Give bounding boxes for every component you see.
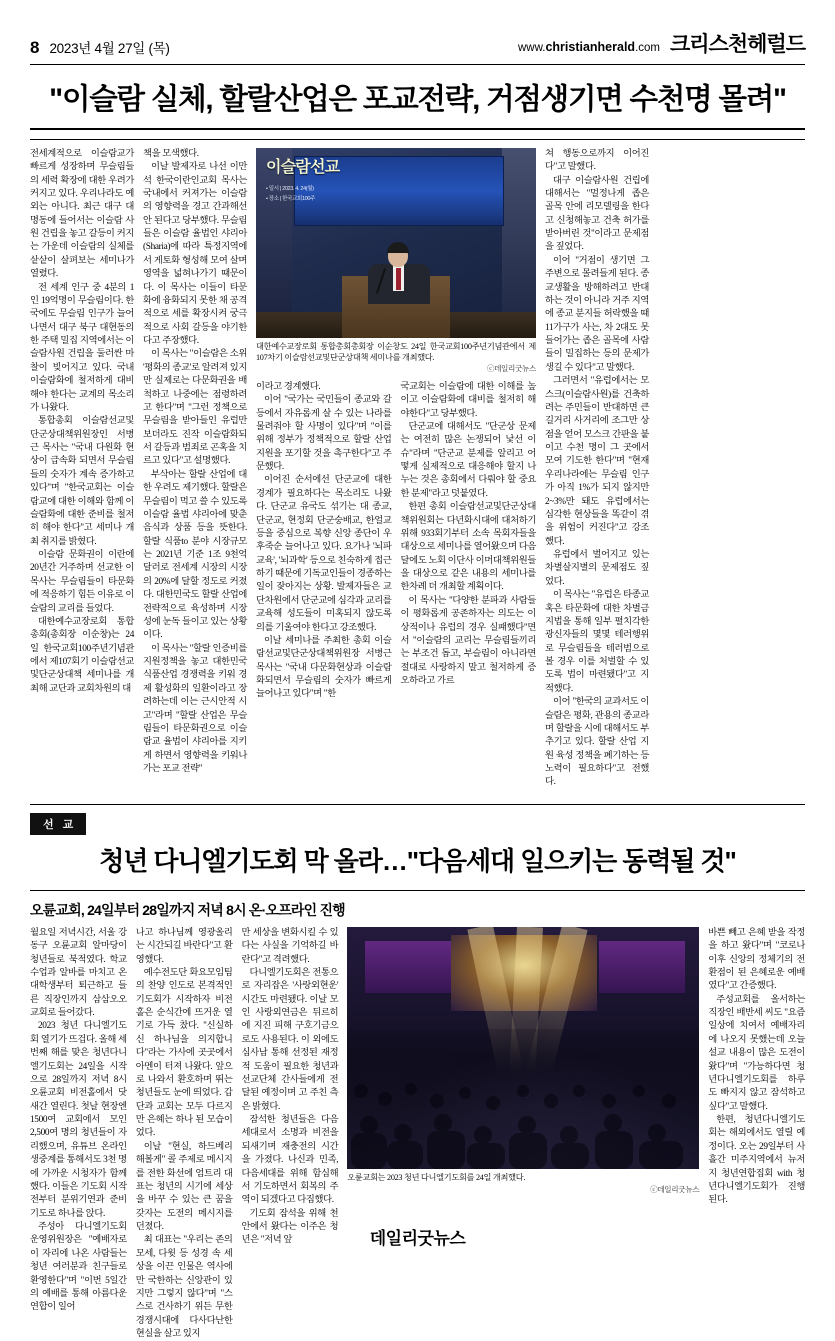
article2-column-3: 만 세상을 변화시킬 수 있다는 사실을 기억하길 바란다"고 격려했다. 다니엘기도회은 전통으로 자리잡은 '사랑외현운' 시간도 마련됐다. 이날 모인 사랑외연금은 뒤르히에 지진 피해 구호기금으로도 사용된다. 이 외에도 심사남 통해 선정된 재정적 도움이 필요한 청년과 선교단체 간사들에게 전달된 예정이며 고 주친 측은 밝혔다. 잠석한 청년들은 다음세대로서 소명과 비전을 되새기며 재충전의 시간을 가졌다. 나신과 민족, 다음세대를 위해 함심해서 기도하면서 회복의 주역이 되겠다고 다짐했다. 기도회 잠석을 위해 천안에서 왔다는 이주은 청년은 "저녁 앞 bbox=[241, 927, 339, 1246]
brand-name: 크리스천헤럴드 bbox=[669, 33, 805, 56]
article2-photo-credit: ⓒ데일리굿뉴스 bbox=[650, 1184, 700, 1194]
website-url[interactable]: www.christianherald.com bbox=[517, 40, 660, 54]
masthead-left bbox=[30, 37, 170, 58]
masthead-title: 데일리굿뉴스 bbox=[369, 1229, 466, 1248]
article2-headline: 청년 다니엘기도회 막 올라…"다음세대 일으키는 동력될 것" bbox=[99, 845, 736, 876]
banner-venue-text: • 장소 | 한국교회100주 bbox=[266, 195, 316, 202]
article2-column-4: 바쁜 빼고 은혜 받을 작정을 하고 왔다"며 "코로나 이후 신앙의 정체기의 전환점이 된 은혜로운 예배였다"고 간증했다. 주성교회를 올서하는 직장인 배반세 씨도 "요즘 일상에 치여서 예배자리에 나오지 못했는데 오늘 설교 내용이 많은 도전이 왔다"며 "가능하다면 청년다니엘기도회를 하루도 빠지지 않고 잠석하고 싶다"고 말했다. 한편, 청년다니엘기도회는 해외에서도 열릴 예정이다. 오는 29일부터 사흘간 미주지역에서 뉴저지 청년연합집회 with 청년다니엘기도회가 진행된다. bbox=[708, 927, 805, 1206]
article1-column-5: 쳐 행동으로까지 이어진다"고 말했다. 대구 이슬람사원 건립에 대해서는 "멀정나게 좁은 골목 안에 리모델링을 한다고 신청해놓고 건축 허가를 받아버린 것"이라고 문제점을 짚었다. 이어 "거점이 생기면 그 주변으로 몰려들게 된다. 종교생활을 방해하려고 반대하는 것이 아니라 거주 지역에 종교 분지들 허락했을 때 11가구가 사는, 차 2대도 못 들어가는 좁은 골목에 사람들이 밀집하는 등의 문제가 생길 수 있다"고 말했다. 그러면서 "유럽에서는 모스크(이슬람사원)를 건축하려는 주민들이 반대하면 큰 길거리 사거리에 조그만 상점을 얻어 모스크 간판을 붙이고 수천 명이 그 곳에서 모여 기도한 한다"며 "현재 우리나라에는 무슬림 인구가 아직 1%가 되지 않지만 2~3%만 돼도 유럽에서는 심각한 현상들을 똑같이 겪을 위험이 커진다"고 강조했다. 유럽에서 벌어지고 있는 차별살지별의 문제점도 짚었다. 이 목사는 "유럽은 타종교 혹은 타문화에 대한 차별금지법을 통해 일부 펼치각한 광신자들의 몇몇 테러행위로 무슬림들을 테러범으로 볼 경우 이를 처벌할 수 있도록 법이 마련됐다"고 지적했다. 이어 "한국의 교과서도 이슬람은 평화, 관용의 종교라며 할랄을 시에 대해서도 부추기고 있다. 할랄 산업 지원 육성 정책을 폐기하는 등 노력이 필요하다"고 전했다. bbox=[545, 148, 649, 788]
article2-rule bbox=[30, 890, 805, 891]
article2-column-2: 나고 하나님께 영광올리는 시간되길 바란다"고 환영했다. 예수전도단 화요모임팀의 찬양 인도로 본격적인 기도회가 시작하자 비전홀은 순식간에 뜨거운 열기로 가득 찼다. "신실하신 하나님을 의지합니다"라는 가사에 곳곳에서 아멘이 터져 나왔다. 앞으로 나와서 환호하며 뛰는 청년들도 눈에 띄었다. 갑단과 교회는 모두 다르지만 은혜는 하나 된 모습이었다. 이날 "현실, 하드베리 해볼게" 콜 주제로 메시지를 전한 화선에 엄트리 대표는 청년의 시기에 세상을 바꾸 수 있는 큰 꿈을 갖자는 도전의 메시지를 던졌다. 최 대표는 "우리는 존의 모세, 다윗 등 성경 속 세상을 이끈 인물은 역사에만 국한하는 신앙관이 있지만 그렇지 않다"며 "스스로 건사하기 위든 무한경쟁시대에 다사다난한 현실을 살고 있지 bbox=[135, 927, 233, 1340]
masthead-right bbox=[518, 28, 805, 58]
section-tag-row bbox=[30, 813, 805, 835]
article1-headline: "이슬람 실체, 할랄산업은 포교전략, 거점생기면 수천명 몰려" bbox=[49, 83, 786, 116]
article1-figure bbox=[256, 148, 536, 790]
article1-column-3: 이라고 경계했다. 이어 "국가는 국민들이 종교와 갈등에서 자유롭게 살 수 있는 나라를 물려줘야 할 사명이 있다"며 "이를 위해 정부가 정책적으로 할랄 산업 지원을 포기할 것을 촉구한다"고 주문했다. 이어진 순서에선 단군교에 대한 경계가 필요하다는 목소리도 나왔다. 단군교 유국도 섞기는 대 종교, 단군교, 현정회 단군숭배교, 한얼교 등을 중심으로 복향 신앙 종단이 우후죽순 늘어나고 있다. 요가나 '뇌파교육', '뇌과학' 등으로 친숙하게 접근하기 때문에 기독교인들이 경종하는 일이 잦아지는 상황. 발제자들은 교단차원에서 단군교에 심각과 교리를 교육해 성도들이 미혹되지 않도록 의를 기울여야 한다고 강조했다. 이날 세미나를 주최한 총회 이슬람선교및단군상대책위원장 서병근 목사는 "국내 다문화현상과 이슬람화되면서 무슬림의 숫자가 빠르게 늘어나고 있다"며 "한 bbox=[256, 381, 392, 700]
banner-title-text: 이슬람선교 bbox=[266, 158, 340, 176]
headline-rule-thin bbox=[30, 139, 805, 140]
article2-photo-caption: 오륜교회는 2023 청년 다니엘기도회를 24일 개최했다. bbox=[347, 1172, 526, 1182]
article1-photo-credit: ⓒ데일리굿뉴스 bbox=[486, 363, 536, 373]
section-divider bbox=[30, 804, 805, 805]
article1-photo-caption: 대한예수교장로회 통합총회총회장 이순창도 24일 한국교회100주년기념관에서 제107차기 이슬람선교및단군상대책 세미나를 개최했다. bbox=[256, 341, 536, 362]
photo-right-panel bbox=[502, 148, 536, 338]
section-tag-mission: 선 교 bbox=[30, 813, 86, 835]
speaker-tie bbox=[396, 268, 401, 290]
article2-subhead: 오륜교회, 24일부터 28일까지 저녁 8시 온·오프라인 진행 bbox=[30, 901, 345, 918]
article2-column-1: 월요일 저녁시간, 서울 강동구 오륜교회 알마당이 청년들로 북적였다. 학교 수업과 알바를 마치고 온 대학생부터 퇴근하고 들른 직장인까지 삼삼오오 교회로 들어갔다. 2023 청년 다니엘기도회 열기가 뜨겁다. 올해 세 번째 해를 맞은 청년다니엘기도회는 24일을 시작으로 28일까지 저녁 8시 오륜교회 비전홀에서 닷새간 열린다. 첫날 현장엔 1500여 교회에서 모인 2,500여 명의 청년들이 자리했으며, 유튜브 온라인 생중계를 통해서도 3천 명에 가까운 시청자가 함께했다. 이들은 기도회 시작 전부터 분위기연과 준비 기도로 하나를 앉다. 주성아 다니엘기도회 운영위원장은 "예배자로 이 자리에 나온 사람들는 청년 여러분과 친구들로 환영한다"며 "이번 5일간의 예배를 통해 아름다운 연합이 일어 bbox=[30, 927, 127, 1313]
headline-rule-thick bbox=[30, 128, 805, 130]
photo2-right-screen bbox=[599, 941, 685, 993]
article1-column-2: 책을 모색했다. 이날 발제자로 나선 이만석 한국이란인교회 목사는 국내에서 커져가는 이슬람의 영향력을 경고 간과해선 안 된다고 당부했다. 무슬림들은 이슬람 율법인 샤리아(Sharia)에 따라 특정지역에서 게토화 형성해 모여 살며 영역을 넓혀나가기 때문이다. 이 목사는 이들이 타문화에 융화되지 못한 채 공격적으로 세를 확장시켜 궁극적으로 사회 갈등을 야기한다고 주장했다. 이 목사는 "이슬람은 소위 '평화의 종교'로 알려져 있지만 실제로는 다문화권을 배척하고 나중에는 점령하려고 한다"며 "그런 정책으로 무슬림을 받아들인 유럽만 보더라도 진작 이슬람화되서 갈등과 범죄로 곤혹을 치르고 있다"고 설명했다. 부삭아는 할랄 산업에 대한 우려도 제기했다. 할랄은 무슬림이 먹고 쓸 수 있도록 이슬람 율법 샤리아에 맞춘 음식과 상품 등을 뜻한다. 할랄 식품to 분야 시장규모는 2021년 기준 1조 9천억 달러로 전세계 시장의 시장의 20%에 달할 정도로 커졌다. 대한민국도 할랄 산업에 전략적으로 육성하며 시장성에 눈독 들이고 있는 상황이다. 이 목사는 "할랄 인증비를 지원정책을 놓고 대한민국 식품산업 경쟁력을 키워 경제 활성화의 일환이라고 장려하는데 이는 근시안적 시고"라며 "할랄 산업은 무슬림들이 타문화권으로 이슬람교 율법이 샤리아를 지키게 하면서 영향력을 키워나가는 포교 전략" bbox=[143, 148, 247, 775]
article1-column-1: 전세계적으로 이슬람교가 빠르게 성장하며 무슬림들의 세력 확장에 대한 우려가 커지고 있다. 우리나라도 예외는 아니다. 최근 대구 대명동에 들어서는 이슬람 사원 건립을 놓고 갈등이 커지는 가운데 이슬람의 실체를 샅샅이 살펴보는 세미나가 열렸다. 전 세계 인구 중 4분의 1인 19억명이 무슬림이다. 한국에도 무슬림 인구가 늘어나면서 대구 북구 대현동의 한 주택 밀집 지역에서는 이슬람사원 건립을 둘러싼 마찰이 빚어지고 있다. 국내 이슬람화에 철저하게 대비해야 한다는 교계의 목소리가 나왔다. 통합총회 이슬람선교및단군상대책위원장인 서병근 목사는 "국내 다원화 현상이 급속화 되면서 무슬림들의 숫자가 계속 증가하고 있다"며 "한국교회는 이슬람교에 대한 이해와 함께 이슬람화에 대한 준비를 철저히 해야 한다"고 세미나 개최 취지를 밝혔다. 이슬람 문화권이 이란에 20년간 거주하며 선교한 이 목사는 무슬림들이 타문화에 적응하기 힘든 이유로 이슬람의 교리를 들었다. 대한예수교장로회 통합총회(총회장 이순창)는 24일 한국교회100주년기념관에서 제107회기 이슬람선교및단군상대책 세미나를 개최해 교단과 교회차원의 대 bbox=[30, 148, 134, 694]
banner-date-text: • 일시 | 2023. 4. 24(월) bbox=[266, 185, 314, 192]
photo2-crowd-silhouettes bbox=[347, 1029, 699, 1169]
article1-figure-text bbox=[256, 381, 536, 702]
article2-figure bbox=[347, 927, 699, 1341]
article2-photo bbox=[347, 927, 699, 1169]
page-number: 8 bbox=[30, 38, 40, 57]
photo2-left-screen bbox=[365, 941, 451, 993]
article1-body bbox=[30, 148, 805, 790]
article1-column-4: 국교회는 이슬람에 대한 이해를 높이고 이슬람화에 대비를 철저히 해야한다"고 당부했다. 단군교에 대해서도 "단군상 문제는 여전히 많은 논쟁되어 낯선 이슈"라며 "단군교 분제를 알리고 어떻게 실제적으로 대응해야 할지 나누는 것은 총회에서 다뤄야 할 중요한 분제"라고 덧붙였다. 한편 총회 이슬람선교및단군상대책위원회는 다년화시대에 대처하기 위해 933회기부터 소속 목회자들을 대상으로 세미나를 열어왔으며 다음달에도 노회 이단사 이머대책위원들을 대상으로 같은 내용의 세미나를 한차례 더 개최할 계획이다. 이 목사는 "다양한 분파과 사람들이 평화롭게 공존하자는 의도는 이상적이나 유럽의 경우 실패했다"면서 "이슬람의 교리는 무슬림들끼리는 부조건 돕고, 부슬림이 아니라면 절대로 사랑하지 말고 철저하게 증오하라고 가르 bbox=[400, 381, 536, 687]
article1-photo bbox=[256, 148, 536, 338]
publication-date: 2023년 4월 27일 (목) bbox=[49, 41, 170, 56]
article2-body-top bbox=[30, 927, 805, 1341]
